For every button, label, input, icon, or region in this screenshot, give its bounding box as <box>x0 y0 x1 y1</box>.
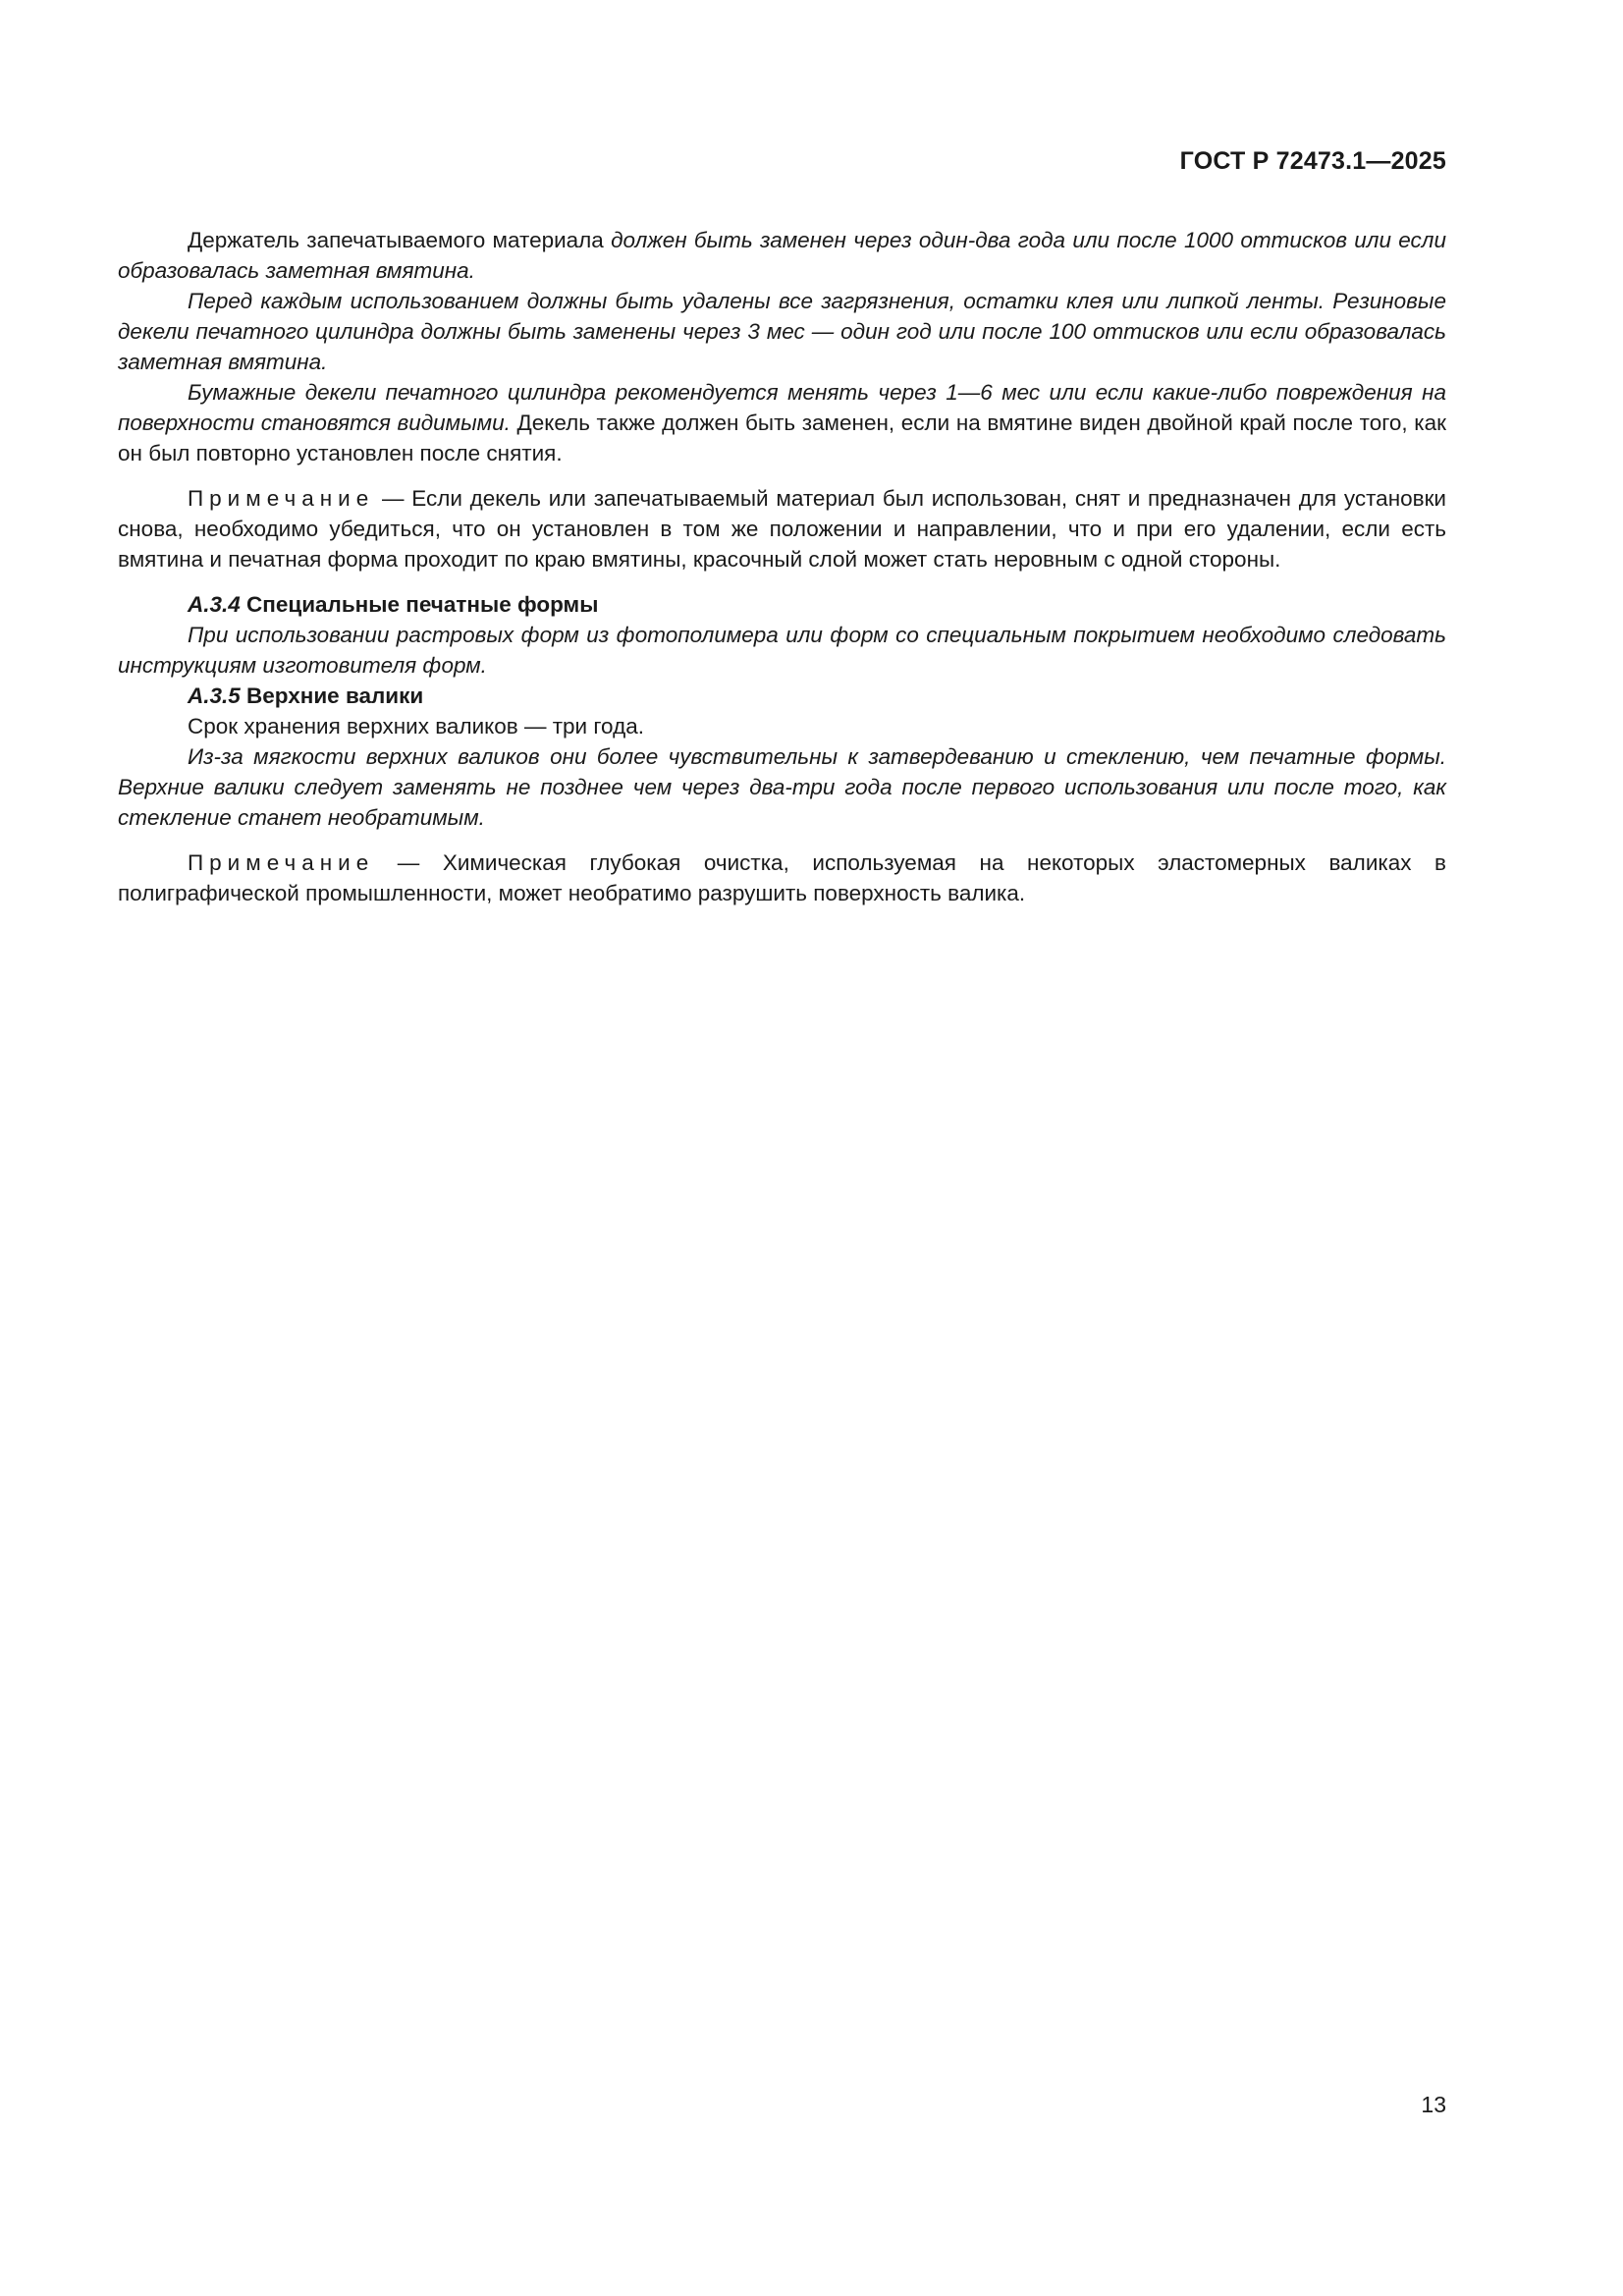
section-a34-heading <box>118 589 1446 620</box>
paragraph-holder-italic: должен быть заменен через один-два года или после 1000 оттисков или если образовалась заметная вмятина. <box>118 228 1446 283</box>
document-id-header: ГОСТ Р 72473.1—2025 <box>1179 147 1446 175</box>
note-1-label: Примечание <box>188 486 375 511</box>
note-1-text: — Если декель или запечатываемый материал был использован, снят и предназначен для установки снова, необходимо убедиться, что он установлен в том же положении и направлении, что и при его удалении, если есть вмятина и печатная форма проходит по краю вмятины, красочный слой может стать неровным с одной стороны. <box>118 486 1446 572</box>
paragraph-cleaning: Перед каждым использованием должны быть удалены все загрязнения, остатки клея или липкой ленты. Резиновые декели печатного цилиндра должны быть заменены через 3 мес — один год или после 100 оттисков или если образовалась заметная вмятина. <box>118 289 1446 374</box>
section-a35-text-1: Срок хранения верхних валиков — три года. <box>188 714 644 738</box>
page-number: 13 <box>1421 2092 1446 2117</box>
section-a35-title: Верхние валики <box>240 683 424 708</box>
section-a35-heading <box>118 681 1446 711</box>
section-a34-title: Специальные печатные формы <box>240 592 599 617</box>
document-body <box>118 225 1446 908</box>
section-a35-text-2: Из-за мягкости верхних валиков они более чувствительны к затвердеванию и стеклению, чем печатные формы. Верхние валики следует заменять не позднее чем через два-три года после первого использования или после того, как стекление станет необратимым. <box>118 744 1446 830</box>
paragraph-holder-replacement <box>118 225 1446 286</box>
paragraph-holder-lead: Держатель запечатываемого материала <box>188 228 612 252</box>
paragraph-paper-dekel-regular: Декель также должен быть заменен, если на вмятине виден двойной край после того, как он был повторно установлен после снятия. <box>118 410 1446 465</box>
section-a35-number: А.3.5 <box>188 683 241 708</box>
note-2-label: Примечание <box>188 850 375 875</box>
note-1 <box>118 483 1446 574</box>
paragraph-paper-dekel-italic: Бумажные декели печатного цилиндра рекомендуется менять через 1—6 мес или если какие-либо повреждения на поверхности становятся видимыми. <box>118 380 1446 435</box>
paragraph-paper-dekel <box>118 377 1446 468</box>
note-2 <box>118 847 1446 908</box>
section-a34-text: При использовании растровых форм из фотополимера или форм со специальным покрытием необходимо следовать инструкциям изготовителя форм. <box>118 623 1446 678</box>
section-a34-number: А.3.4 <box>188 592 241 617</box>
note-2-text: — Химическая глубокая очистка, используемая на некоторых эластомерных валиках в полиграфической промышленности, может необратимо разрушить поверхность валика. <box>118 850 1446 905</box>
